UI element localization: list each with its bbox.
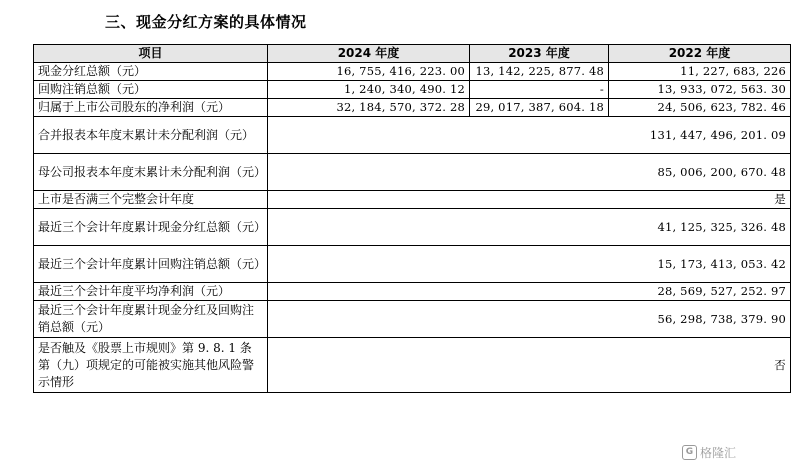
value-2023: - <box>470 81 609 99</box>
header-item: 项目 <box>34 45 268 63</box>
summary-value: 131, 447, 496, 201. 09 <box>268 117 791 154</box>
summary-label: 最近三个会计年度平均净利润（元） <box>34 283 268 301</box>
summary-label: 最近三个会计年度累计现金分红总额（元） <box>34 209 268 246</box>
watermark-text: 格隆汇 <box>699 446 736 460</box>
value-2022: 11, 227, 683, 226 <box>609 63 791 81</box>
value-2024: 32, 184, 570, 372. 28 <box>268 99 470 117</box>
table-row <box>34 63 791 81</box>
summary-row <box>34 246 791 283</box>
value-2024: 16, 755, 416, 223. 00 <box>268 63 470 81</box>
value-2023: 13, 142, 225, 877. 48 <box>470 63 609 81</box>
summary-row <box>34 209 791 246</box>
table-header-row <box>34 45 791 63</box>
summary-value: 85, 006, 200, 670. 48 <box>268 154 791 191</box>
header-2023: 2023 年度 <box>470 45 609 63</box>
summary-value: 56, 298, 738, 379. 90 <box>268 301 791 338</box>
summary-value: 28, 569, 527, 252. 97 <box>268 283 791 301</box>
summary-row <box>34 117 791 154</box>
summary-row <box>34 301 791 338</box>
table-row <box>34 99 791 117</box>
row-label: 归属于上市公司股东的净利润（元） <box>34 99 268 117</box>
header-2022: 2022 年度 <box>609 45 791 63</box>
value-2022: 13, 933, 072, 563. 30 <box>609 81 791 99</box>
summary-value: 是 <box>268 191 791 209</box>
summary-label: 是否触及《股票上市规则》第 9. 8. 1 条第（九）项规定的可能被实施其他风险警示情形 <box>34 338 268 393</box>
value-2024: 1, 240, 340, 490. 12 <box>268 81 470 99</box>
value-2022: 24, 506, 623, 782. 46 <box>609 99 791 117</box>
row-label: 回购注销总额（元） <box>34 81 268 99</box>
summary-label: 合并报表本年度末累计未分配利润（元） <box>34 117 268 154</box>
summary-label: 母公司报表本年度末累计未分配利润（元） <box>34 154 268 191</box>
summary-label: 上市是否满三个完整会计年度 <box>34 191 268 209</box>
row-label: 现金分红总额（元） <box>34 63 268 81</box>
summary-value: 15, 173, 413, 053. 42 <box>268 246 791 283</box>
summary-row <box>34 154 791 191</box>
table-row <box>34 81 791 99</box>
summary-row <box>34 191 791 209</box>
value-2023: 29, 017, 387, 604. 18 <box>470 99 609 117</box>
summary-row <box>34 338 791 393</box>
watermark <box>682 444 736 461</box>
summary-label: 最近三个会计年度累计回购注销总额（元） <box>34 246 268 283</box>
summary-row <box>34 283 791 301</box>
summary-value: 否 <box>268 338 791 393</box>
dividend-table <box>33 44 791 393</box>
summary-value: 41, 125, 325, 326. 48 <box>268 209 791 246</box>
gelonghui-logo-icon: G <box>682 445 697 460</box>
section-title: 三、现金分红方案的具体情况 <box>105 13 307 31</box>
header-2024: 2024 年度 <box>268 45 470 63</box>
summary-label: 最近三个会计年度累计现金分红及回购注销总额（元） <box>34 301 268 338</box>
